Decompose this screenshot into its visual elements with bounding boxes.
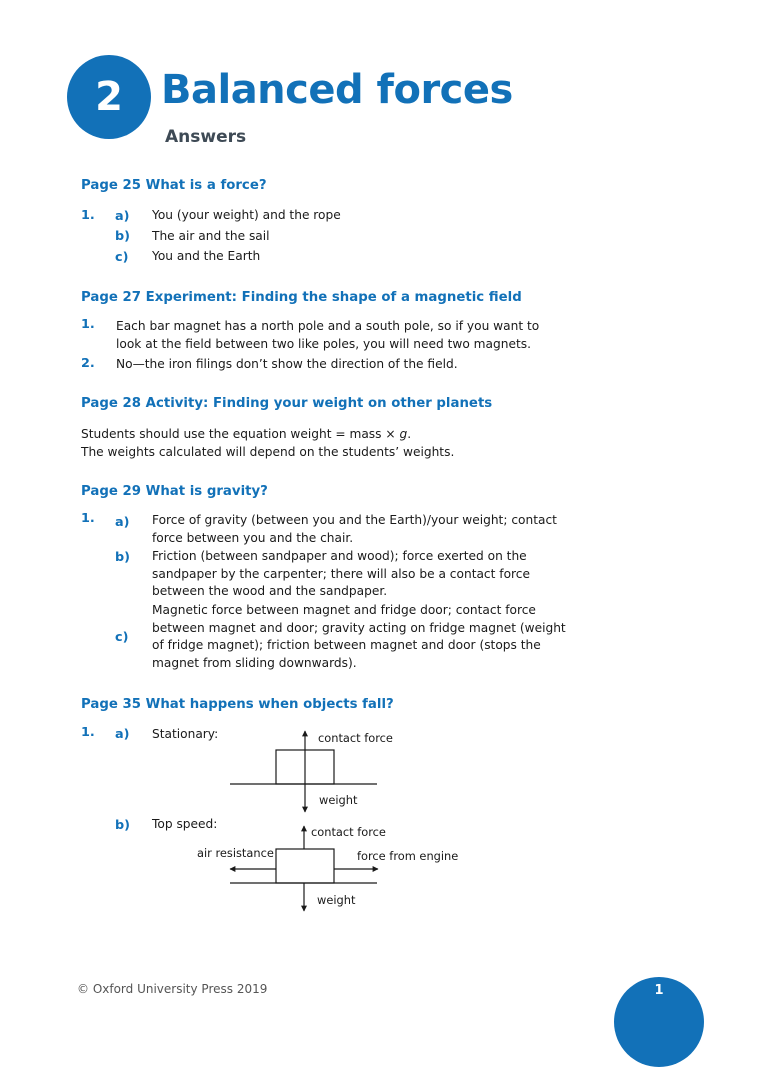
question-number: 1. <box>81 317 95 332</box>
question-number: 1. <box>81 511 95 526</box>
answer-text: Top speed: <box>152 817 218 831</box>
section-heading: Page 29 What is gravity? <box>81 484 268 499</box>
answer-line: between magnet and door; gravity acting on fridge magnet (weight <box>152 620 566 635</box>
gravity-symbol: g <box>399 427 408 441</box>
part-label: a) <box>115 515 130 530</box>
answer-line: look at the field between two like poles, you will need two magnets. <box>116 336 531 351</box>
contact-force-label: contact force <box>318 731 393 745</box>
part-label: a) <box>115 727 130 742</box>
part-label: b) <box>115 229 131 244</box>
answer-text: Stationary: <box>152 727 219 741</box>
part-label: b) <box>115 550 131 565</box>
question-number: 1. <box>81 208 95 223</box>
engine-force-label: force from engine <box>357 849 459 863</box>
object-box <box>276 849 334 883</box>
answer-text: You and the Earth <box>152 249 261 263</box>
page-title: Balanced forces <box>161 67 513 113</box>
answer-line: Students should use the equation weight = mass × <box>81 427 400 441</box>
answer-line: of fridge magnet); friction between magnet and door (stops the <box>152 638 541 652</box>
section-heading: Page 27 Experiment: Finding the shape of a magnetic field <box>81 290 522 305</box>
answer-line: Magnetic force between magnet and fridge door; contact force <box>152 603 536 617</box>
section-heading: Page 25 What is a force? <box>81 178 267 193</box>
answer-line: between the wood and the sandpaper. <box>152 584 388 598</box>
answer-line: Force of gravity (between you and the Earth)/your weight; contact <box>152 513 557 527</box>
weight-label: weight <box>319 793 358 807</box>
air-resistance-label: air resistance <box>197 846 274 860</box>
part-label: b) <box>115 818 131 833</box>
chapter-number: 2 <box>95 74 123 120</box>
answer-line: The weights calculated will depend on the students’ weights. <box>81 444 455 459</box>
page-number: 1 <box>654 983 664 998</box>
answer-text: You (your weight) and the rope <box>152 208 341 222</box>
part-label: a) <box>115 209 130 224</box>
answer-line: sandpaper by the carpenter; there will also be a contact force <box>152 566 530 581</box>
question-number: 2. <box>81 356 95 371</box>
answer-text: No—the iron filings don’t show the direction of the field. <box>116 357 458 371</box>
answer-line: Friction (between sandpaper and wood); force exerted on the <box>152 549 527 563</box>
copyright-notice: © Oxford University Press 2019 <box>77 982 268 996</box>
part-label: c) <box>115 250 129 265</box>
page-number-tab <box>614 977 704 1067</box>
answer-line: force between you and the chair. <box>152 530 354 545</box>
question-number: 1. <box>81 725 95 740</box>
answer-text: The air and the sail <box>152 229 270 243</box>
page-subtitle: Answers <box>165 127 247 147</box>
contact-force-label: contact force <box>311 825 386 839</box>
answer-line: magnet from sliding downwards). <box>152 655 357 670</box>
answer-line: Each bar magnet has a north pole and a south pole, so if you want to <box>116 319 540 333</box>
line-end: . <box>407 427 412 441</box>
part-label: c) <box>115 630 129 645</box>
section-heading: Page 35 What happens when objects fall? <box>81 697 394 712</box>
weight-label: weight <box>317 893 356 907</box>
section-heading: Page 28 Activity: Finding your weight on other planets <box>81 396 493 411</box>
